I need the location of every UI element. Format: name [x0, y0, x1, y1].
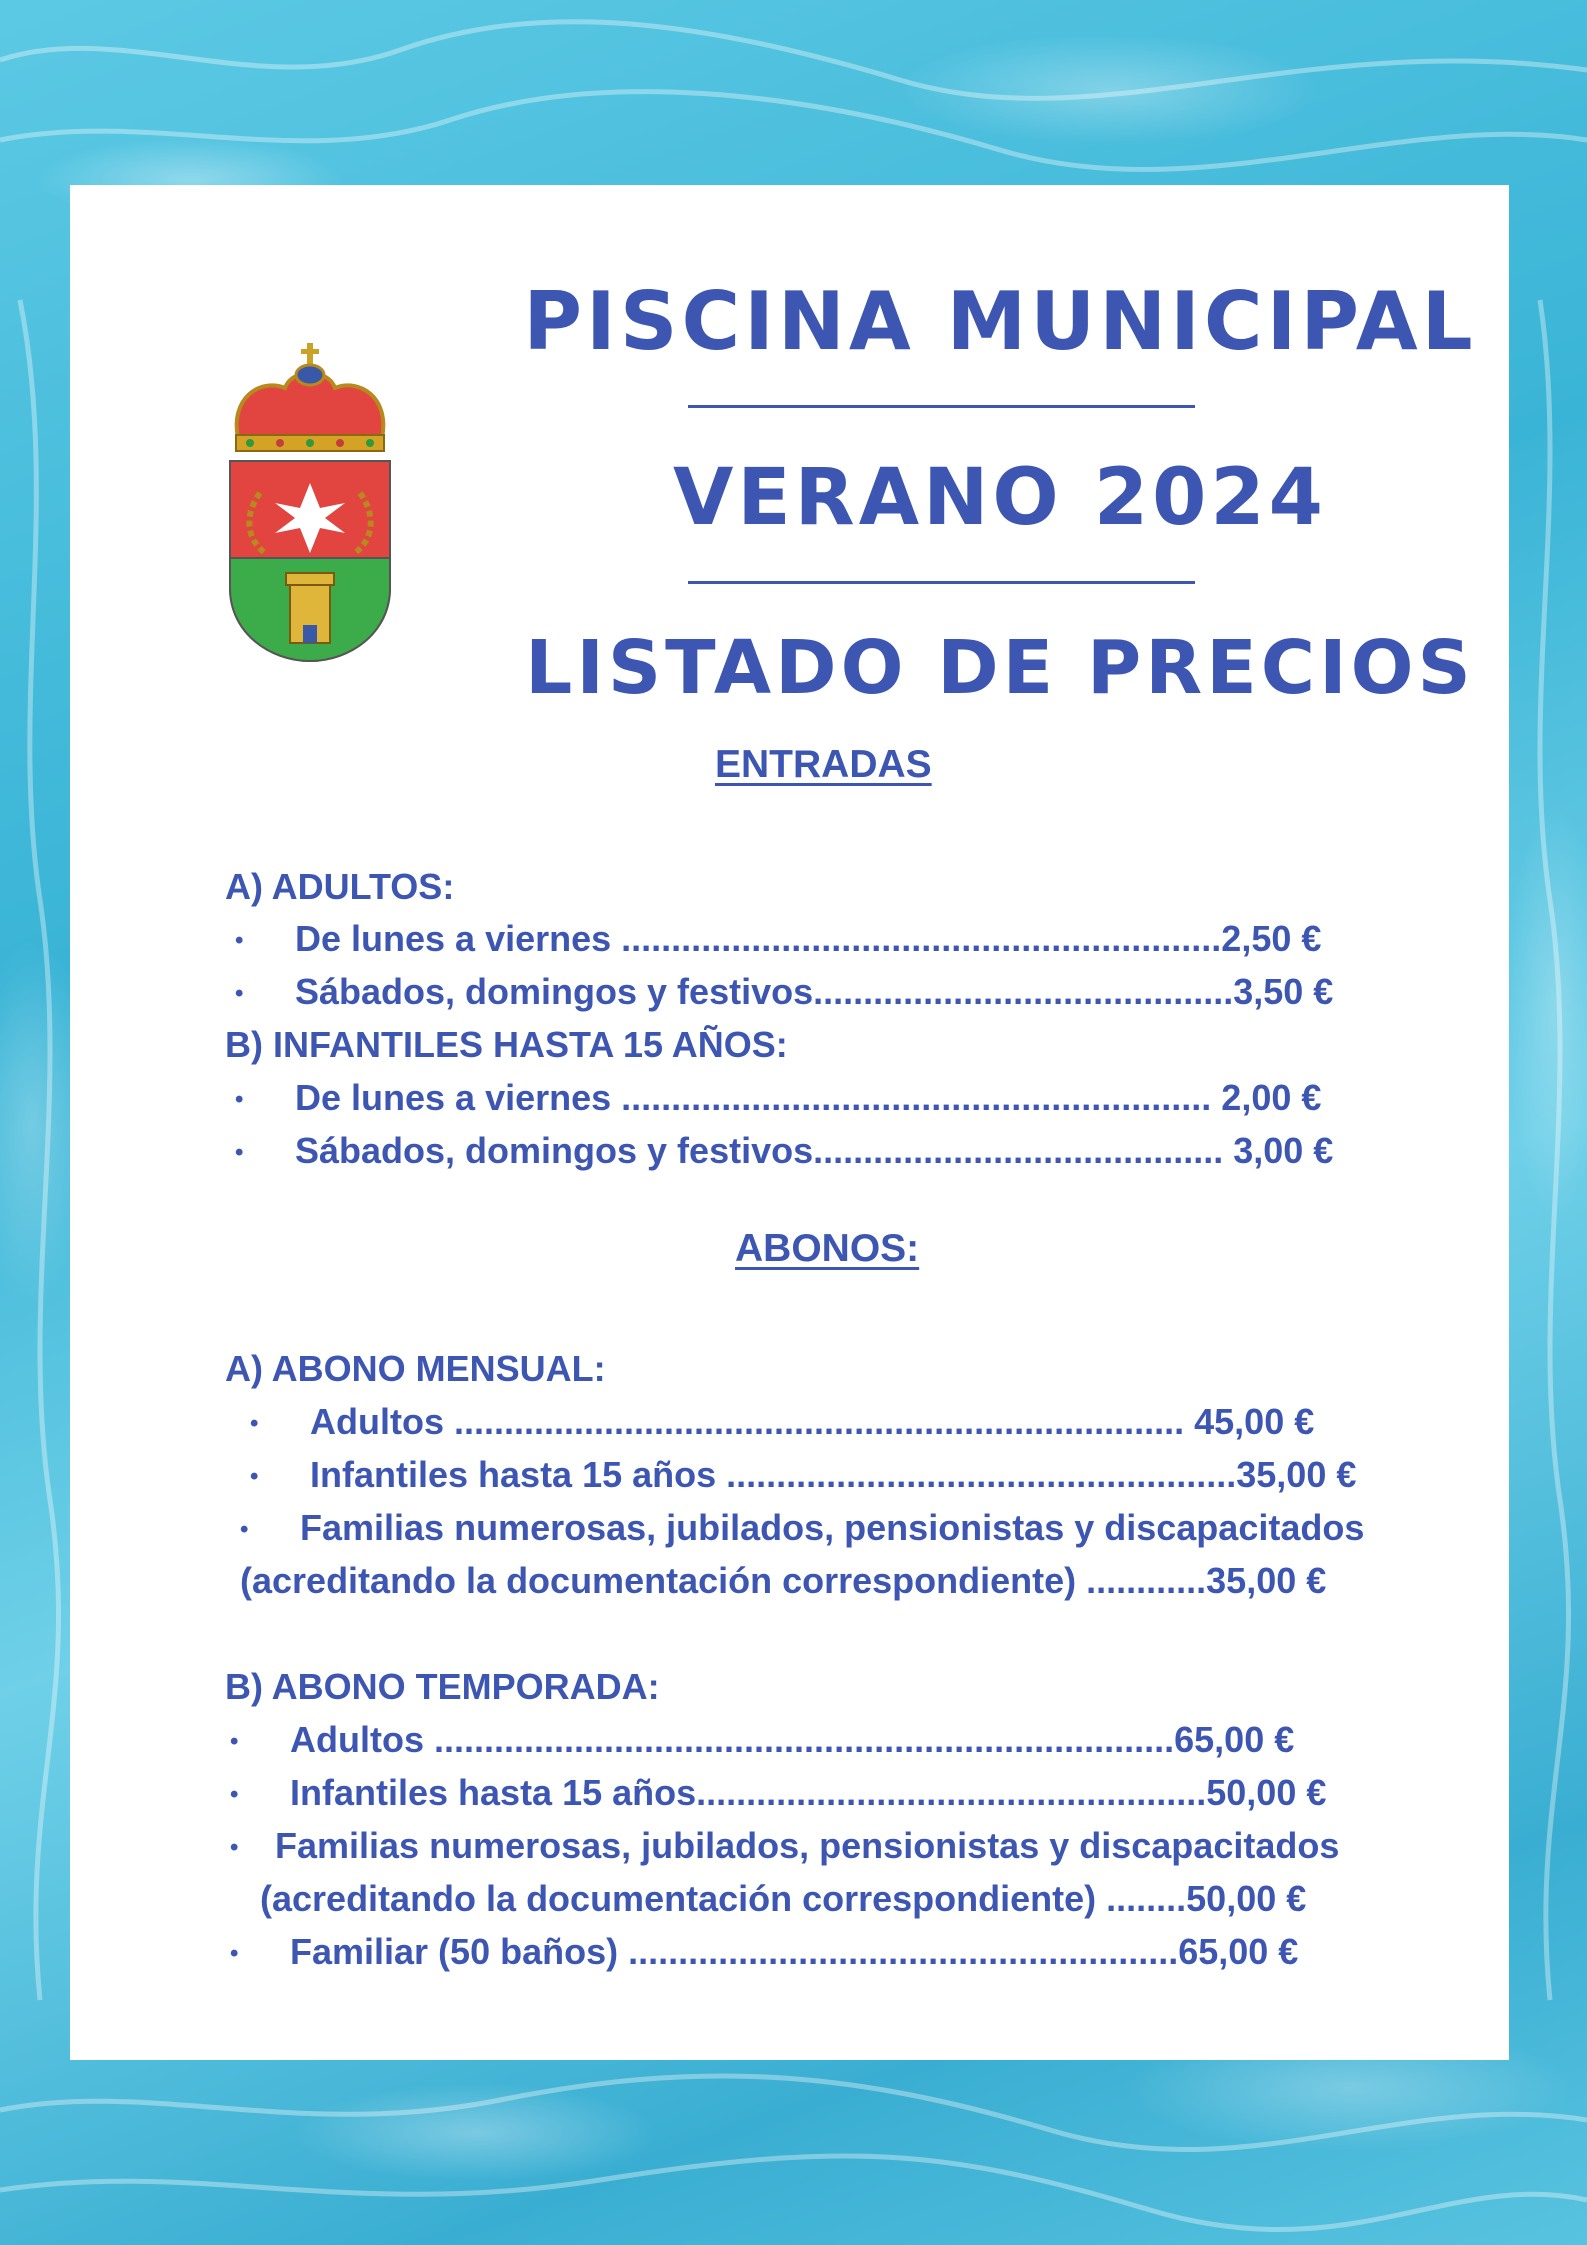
price-row: • Sábados, domingos y festivos..........................................3,50 € [235, 972, 1333, 1014]
price-row: • Adultos ......................................................................... 45,00 € [250, 1402, 1314, 1444]
municipal-coat-of-arms-icon [220, 343, 400, 663]
bullet-icon: • [235, 1139, 244, 1167]
page-title: PISCINA MUNICIPAL [523, 275, 1477, 368]
price-row: • Infantiles hasta 15 años ...................................................35,00 € [250, 1455, 1356, 1497]
mensual-heading: A) ABONO MENSUAL: [225, 1348, 606, 1389]
price-list-card [70, 185, 1509, 2060]
price-row: • De lunes a viernes ............................................................2,50 € [235, 919, 1321, 961]
price-row: • Familias numerosas, jubilados, pensionistas y discapacitados [230, 1826, 1339, 1868]
price-row: • Infantiles hasta 15 años...................................................50,00 € [230, 1773, 1326, 1815]
adultos-heading: A) ADULTOS: [225, 866, 455, 907]
price-row: • Familiar (50 baños) .......................................................65,00 € [230, 1932, 1298, 1974]
bullet-icon: • [230, 1728, 239, 1756]
price-row: • Sábados, domingos y festivos......................................... 3,00 € [235, 1131, 1333, 1173]
season-divider [688, 581, 1195, 584]
price-row: • Familias numerosas, jubilados, pensionistas y discapacitados [240, 1508, 1364, 1550]
entradas-heading: ENTRADAS [715, 743, 932, 786]
bullet-icon: • [235, 980, 244, 1008]
title-divider [688, 405, 1195, 408]
temporada-heading: B) ABONO TEMPORADA: [225, 1666, 660, 1707]
mensual-note: (acreditando la documentación correspondiente) ............35,00 € [240, 1560, 1327, 1601]
bullet-icon: • [230, 1781, 239, 1809]
bullet-icon: • [230, 1940, 239, 1968]
bullet-icon: • [235, 927, 244, 955]
bullet-icon: • [235, 1086, 244, 1114]
bullet-icon: • [250, 1410, 259, 1438]
infantiles-heading: B) INFANTILES HASTA 15 AÑOS: [225, 1024, 788, 1065]
season-title: VERANO 2024 [673, 453, 1327, 543]
price-list-title: LISTADO DE PRECIOS [525, 625, 1475, 711]
price-row: • De lunes a viernes ........................................................... 2,00 € [235, 1078, 1321, 1120]
abonos-heading: ABONOS: [735, 1227, 920, 1270]
bullet-icon: • [230, 1834, 239, 1862]
price-row: • Adultos ..........................................................................65,00 € [230, 1720, 1294, 1762]
bullet-icon: • [250, 1463, 259, 1491]
bullet-icon: • [240, 1516, 249, 1544]
temporada-note: (acreditando la documentación correspondiente) ........50,00 € [260, 1878, 1307, 1919]
